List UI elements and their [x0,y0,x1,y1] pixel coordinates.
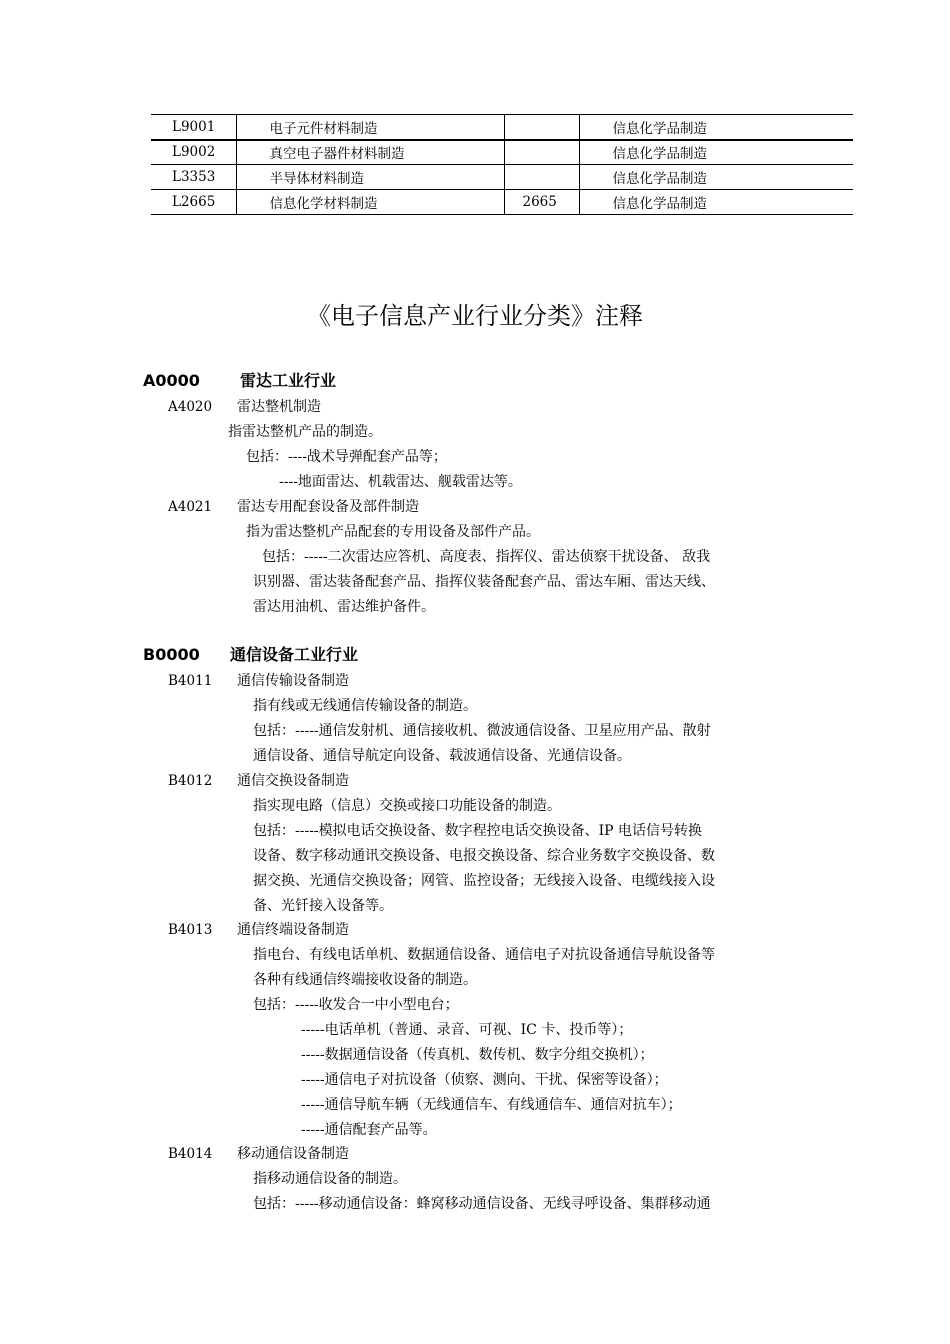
item-desc: 指雷达整机产品的制造。 [228,424,382,440]
industry-table [151,114,853,215]
row-name: 信息化学材料制造 [236,190,504,215]
row-category: 信息化学品制造 [579,115,853,140]
row-code: L3353 [151,165,236,190]
item-include: -----电话单机（普通、录音、可视、IC 卡、投币等）； [301,1022,633,1038]
item-code: B4013 [168,922,213,938]
page-title: 《电子信息产业行业分类》注释 [307,302,643,330]
item-code: A4021 [168,499,213,515]
item-include: 包括：-----模拟电话交换设备、数字程控电话交换设备、IP 电话信号转换 [253,823,703,839]
item-desc: 各种有线通信终端接收设备的制造。 [253,972,477,988]
item-include: 设备、数字移动通讯交换设备、电报交换设备、综合业务数字交换设备、数 [253,848,715,864]
item-include: 据交换、光通信交换设备；网管、监控设备；无线接入设备、电缆线接入设 [253,873,715,889]
item-include: 包括：-----二次雷达应答机、高度表、指挥仪、雷达侦察干扰设备、 敌我 [262,549,711,565]
item-code: A4020 [168,399,213,415]
item-desc: 指实现电路（信息）交换或接口功能设备的制造。 [253,798,561,814]
item-name: 移动通信设备制造 [237,1146,349,1162]
item-desc: 指有线或无线通信传输设备的制造。 [253,698,477,714]
item-name: 雷达专用配套设备及部件制造 [237,499,419,515]
item-code: B4014 [168,1146,213,1162]
row-national-code [504,115,579,140]
row-category: 信息化学品制造 [579,190,853,215]
section-b-code: B0000 [143,645,200,664]
item-include: 备、光钎接入设备等。 [253,898,393,914]
item-desc: 指移动通信设备的制造。 [253,1171,407,1187]
item-include: 识别器、雷达装备配套产品、指挥仪装备配套产品、雷达车厢、雷达天线、 [253,574,715,590]
item-name: 通信终端设备制造 [237,922,349,938]
item-code: B4011 [168,673,213,689]
row-national-code [504,165,579,190]
section-b-name: 通信设备工业行业 [230,645,359,664]
item-include: 雷达用油机、雷达维护备件。 [253,599,435,615]
item-code: B4012 [168,773,213,789]
row-national-code: 2665 [504,190,579,215]
item-name: 通信传输设备制造 [237,673,349,689]
table-row [151,190,853,215]
item-include: 包括：-----通信发射机、通信接收机、微波通信设备、卫星应用产品、散射 [253,723,711,739]
row-category: 信息化学品制造 [579,140,853,165]
item-include: -----通信导航车辆（无线通信车、有线通信车、通信对抗车）； [301,1097,682,1113]
row-category: 信息化学品制造 [579,165,853,190]
item-include: -----通信电子对抗设备（侦察、测向、干扰、保密等设备）； [301,1072,668,1088]
row-name: 电子元件材料制造 [236,115,504,140]
row-code: L9002 [151,140,236,165]
item-include: 包括：-----收发合一中小型电台； [253,997,459,1013]
section-a-name: 雷达工业行业 [240,371,337,390]
item-include: 包括：----战术导弹配套产品等； [246,449,447,465]
table-row [151,165,853,190]
item-name: 雷达整机制造 [237,399,321,415]
item-include: -----通信配套产品等。 [301,1122,437,1138]
item-include: 包括：-----移动通信设备：蜂窝移动通信设备、无线寻呼设备、集群移动通 [253,1196,711,1212]
item-desc: 指电台、有线电话单机、数据通信设备、通信电子对抗设备通信导航设备等 [253,947,715,963]
row-name: 半导体材料制造 [236,165,504,190]
item-name: 通信交换设备制造 [237,773,349,789]
row-name: 真空电子器件材料制造 [236,140,504,165]
section-a-code: A0000 [143,371,200,390]
table-row [151,140,853,165]
row-code: L9001 [151,115,236,140]
item-desc: 指为雷达整机产品配套的专用设备及部件产品。 [246,524,540,540]
table-row [151,115,853,140]
item-include: -----数据通信设备（传真机、数传机、数字分组交换机）； [301,1047,654,1063]
item-include: 通信设备、通信导航定向设备、载波通信设备、光通信设备。 [253,748,631,764]
item-include: ----地面雷达、机载雷达、舰载雷达等。 [279,474,522,490]
row-national-code [504,140,579,165]
row-code: L2665 [151,190,236,215]
